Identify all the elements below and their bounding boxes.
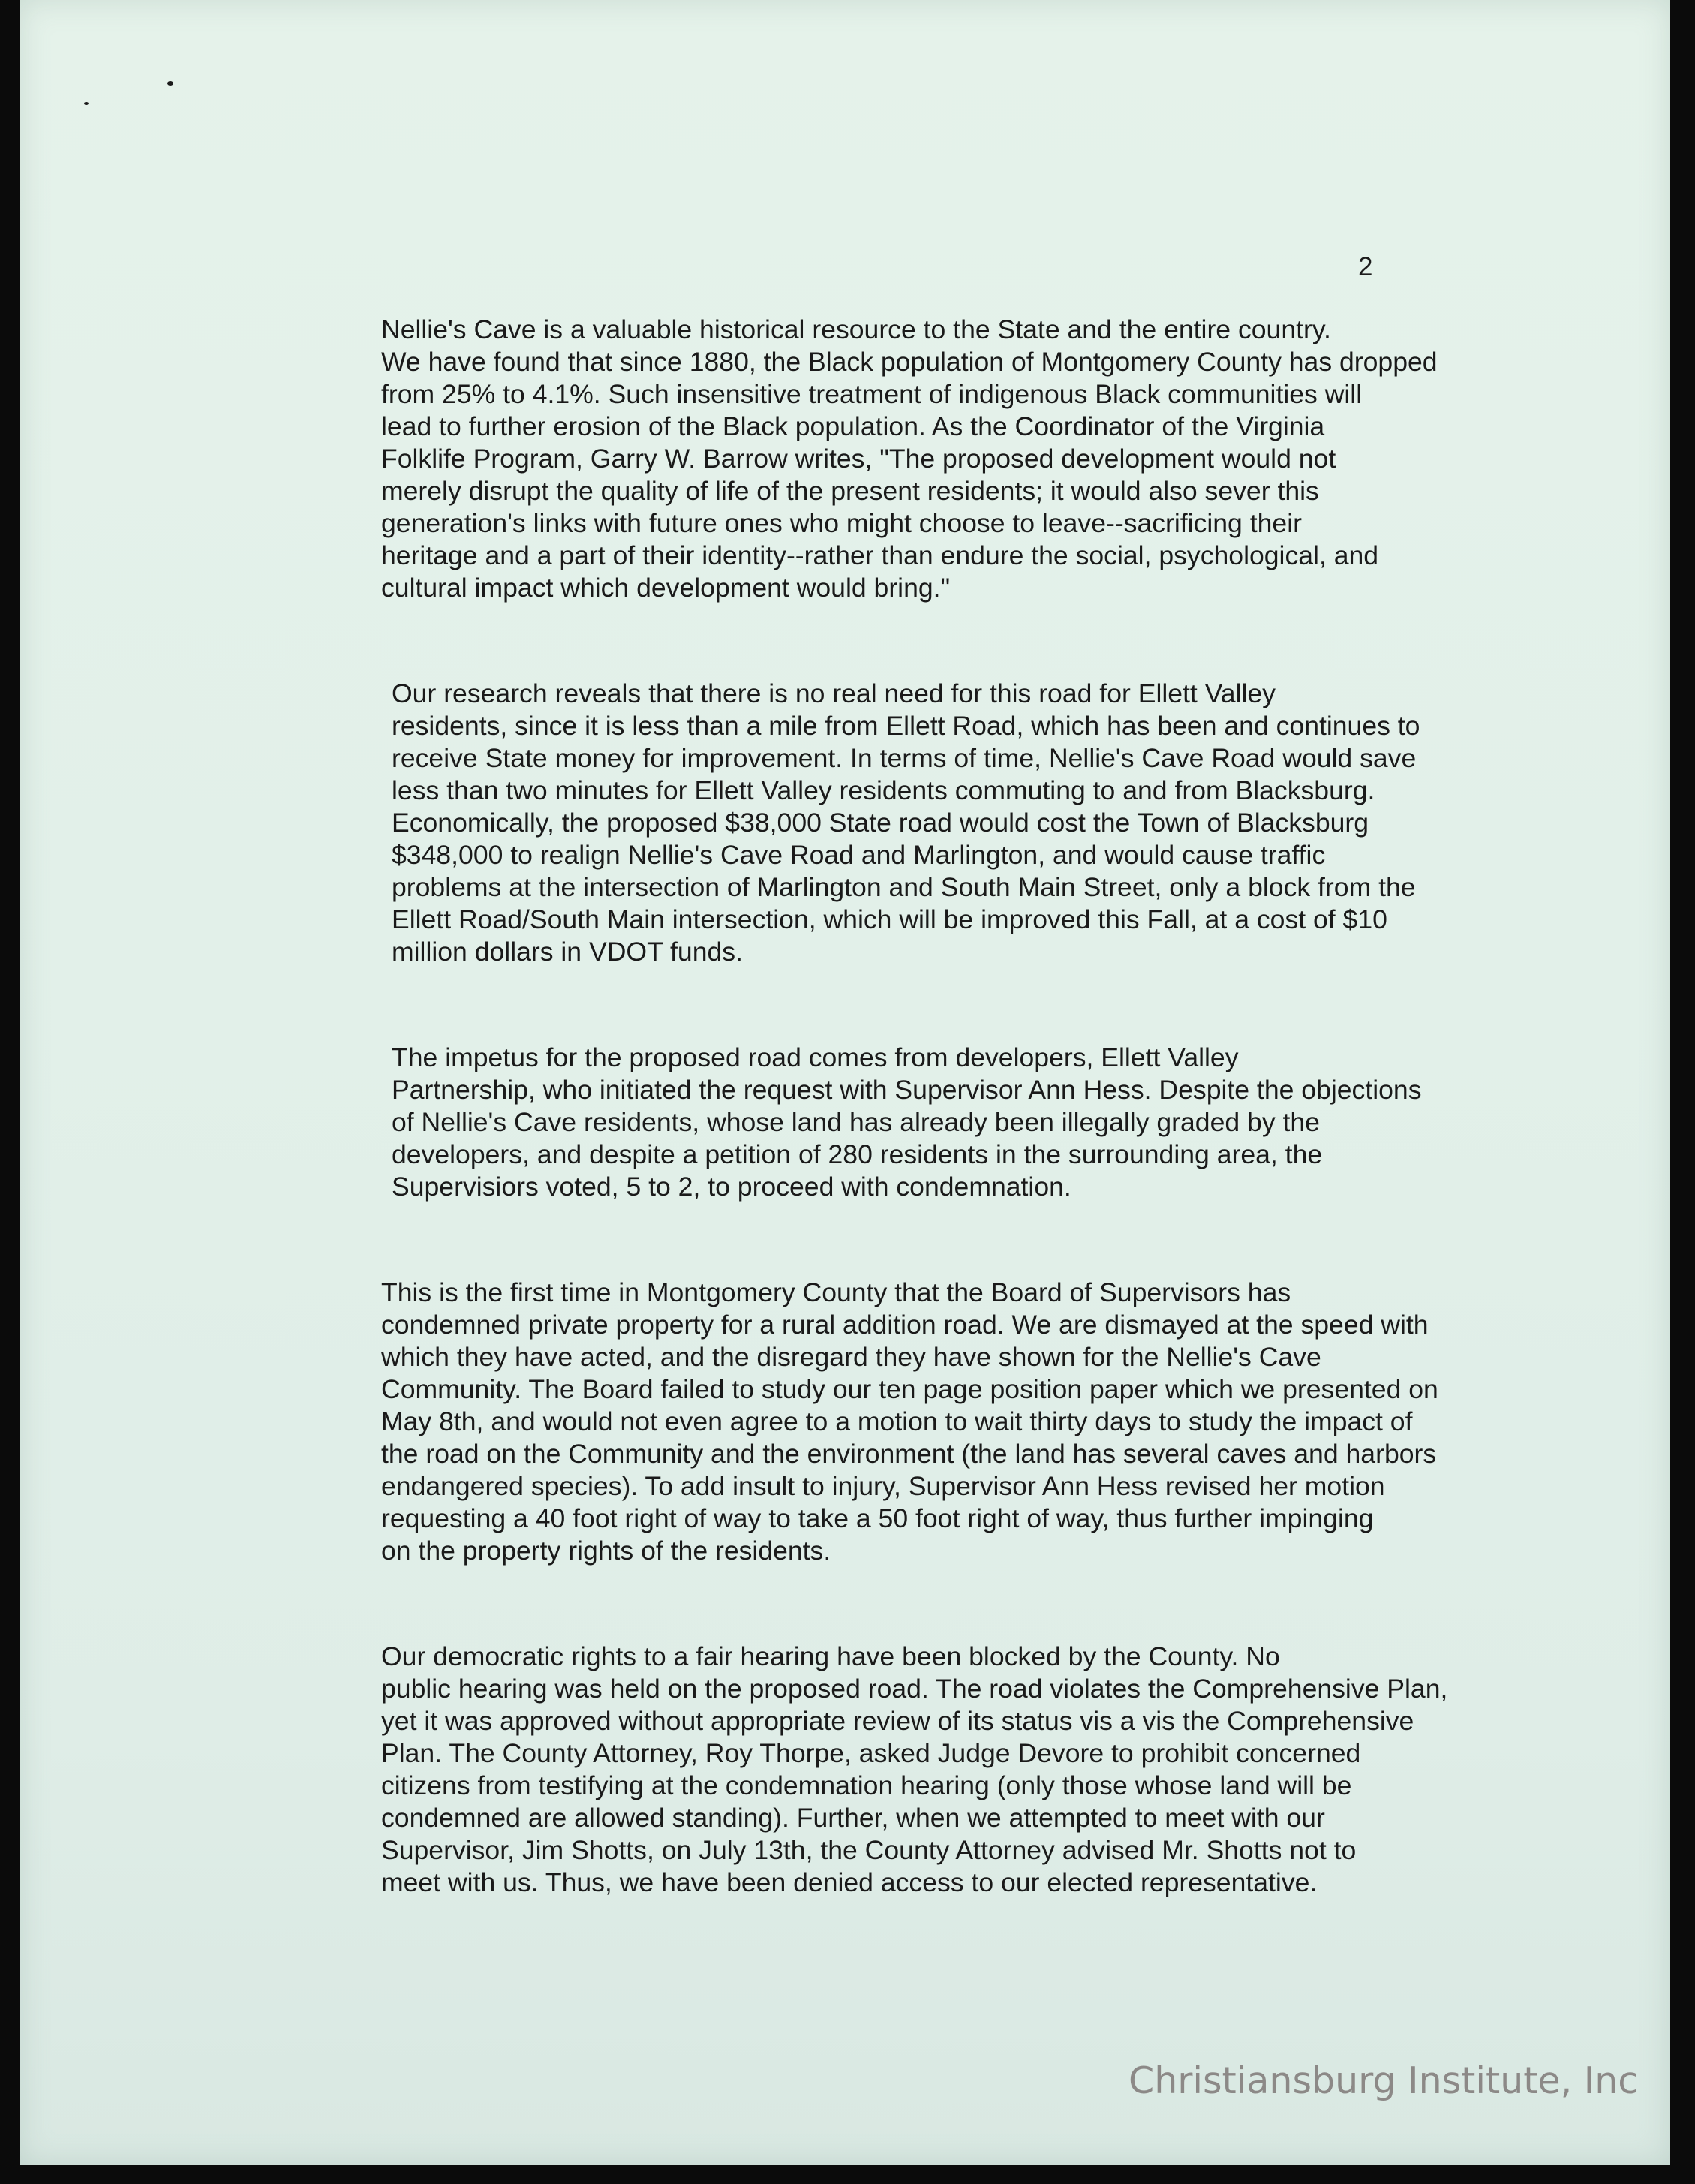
text-line: This is the first time in Montgomery County that the Board of Supervisors has	[381, 1277, 1291, 1307]
text-line: problems at the intersection of Marlington and South Main Street, only a block from the	[392, 872, 1416, 902]
text-line: Supervisor, Jim Shotts, on July 13th, the County Attorney advised Mr. Shotts not to	[381, 1835, 1357, 1865]
text-line: requesting a 40 foot right of way to take a 50 foot right of way, thus further impinging	[381, 1503, 1374, 1533]
text-line: Nellie's Cave is a valuable historical resource to the State and the entire country.	[381, 314, 1331, 344]
text-line: on the property rights of the residents.	[381, 1536, 831, 1566]
text-line: Economically, the proposed $38,000 State road would cost the Town of Blacksburg	[392, 808, 1369, 838]
document-page	[20, 0, 1670, 2165]
text-line: from 25% to 4.1%. Such insensitive treatment of indigenous Black communities will	[381, 379, 1363, 409]
text-line: citizens from testifying at the condemnation hearing (only those whose land will be	[381, 1770, 1352, 1800]
ink-speck	[167, 81, 173, 86]
text-line: generation's links with future ones who might choose to leave--sacrificing their	[381, 508, 1302, 538]
text-line: lead to further erosion of the Black population. As the Coordinator of the Virginia	[381, 411, 1325, 441]
text-line: Our research reveals that there is no real need for this road for Ellett Valley	[392, 678, 1276, 708]
text-line: public hearing was held on the proposed road. The road violates the Comprehensive Plan,	[381, 1674, 1448, 1704]
text-line: merely disrupt the quality of life of the present residents; it would also sever this	[381, 476, 1319, 506]
archive-watermark: Christiansburg Institute, Inc	[1128, 2059, 1639, 2102]
text-line: $348,000 to realign Nellie's Cave Road and Marlington, and would cause traffic	[392, 840, 1326, 870]
text-line: residents, since it is less than a mile from Ellett Road, which has been and continues to	[392, 711, 1420, 741]
text-line: of Nellie's Cave residents, whose land has already been illegally graded by the	[392, 1107, 1320, 1137]
paragraph-road-need	[281, 678, 1462, 968]
paragraph-historical-resource	[281, 314, 1462, 604]
text-line: Plan. The County Attorney, Roy Thorpe, asked Judge Devore to prohibit concerned	[381, 1738, 1361, 1768]
text-line: Folklife Program, Garry W. Barrow writes, "The proposed development would not	[381, 444, 1336, 474]
paragraph-condemnation	[281, 1277, 1462, 1567]
text-line: The impetus for the proposed road comes from developers, Ellett Valley	[392, 1042, 1239, 1072]
text-line: Our democratic rights to a fair hearing have been blocked by the County. No	[381, 1641, 1280, 1671]
text-line: million dollars in VDOT funds.	[392, 937, 743, 967]
page-number: 2	[1358, 252, 1373, 281]
paragraph-democratic-rights	[281, 1641, 1462, 1899]
text-line: Ellett Road/South Main intersection, which will be improved this Fall, at a cost of $10	[392, 904, 1387, 934]
text-line: yet it was approved without appropriate review of its status vis a vis the Comprehensive	[381, 1706, 1414, 1736]
text-line: We have found that since 1880, the Black population of Montgomery County has dropped	[381, 347, 1438, 377]
text-line: cultural impact which development would bring."	[381, 573, 951, 603]
text-line: which they have acted, and the disregard they have shown for the Nellie's Cave	[381, 1342, 1321, 1372]
text-line: endangered species). To add insult to injury, Supervisor Ann Hess revised her motion	[381, 1471, 1385, 1501]
text-line: meet with us. Thus, we have been denied access to our elected representative.	[381, 1867, 1318, 1897]
text-line: Partnership, who initiated the request with Supervisor Ann Hess. Despite the objections	[392, 1075, 1422, 1105]
text-line: heritage and a part of their identity--rather than endure the social, psychological, and	[381, 540, 1379, 570]
text-line: receive State money for improvement. In terms of time, Nellie's Cave Road would save	[392, 743, 1417, 773]
text-line: the road on the Community and the environment (the land has several caves and harbors	[381, 1439, 1437, 1469]
text-line: developers, and despite a petition of 280 residents in the surrounding area, the	[392, 1139, 1323, 1169]
letter-body	[281, 314, 1462, 1899]
text-line: condemned are allowed standing). Further, when we attempted to meet with our	[381, 1803, 1325, 1833]
text-line: Supervisiors voted, 5 to 2, to proceed with condemnation.	[392, 1172, 1071, 1202]
text-line: Community. The Board failed to study our ten page position paper which we presented on	[381, 1374, 1438, 1404]
text-line: less than two minutes for Ellett Valley residents commuting to and from Blacksburg.	[392, 775, 1375, 805]
text-line: May 8th, and would not even agree to a motion to wait thirty days to study the impact of	[381, 1406, 1413, 1436]
text-line: condemned private property for a rural addition road. We are dismayed at the speed with	[381, 1310, 1429, 1340]
paragraph-developers	[281, 1042, 1462, 1203]
ink-speck	[84, 102, 89, 105]
